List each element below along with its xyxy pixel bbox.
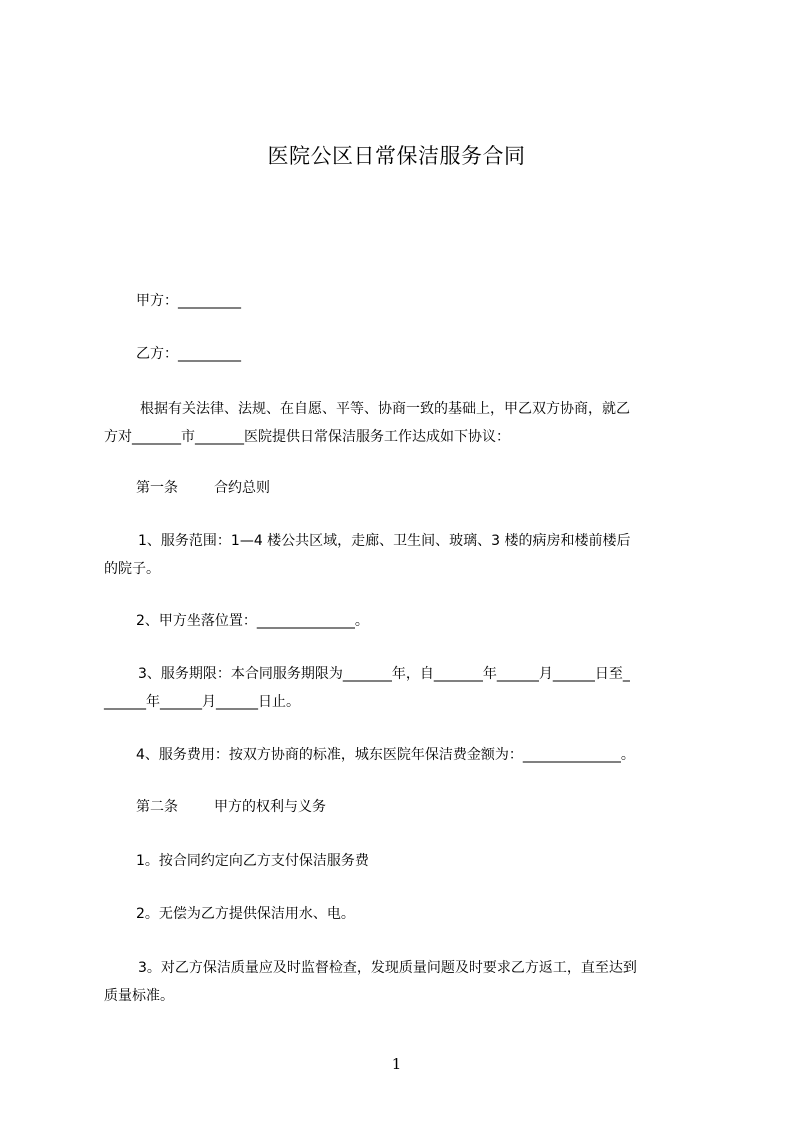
intro-line-1: 根据有关法律、法规、在自愿、平等、协商一致的基础上，甲乙双方协商，就乙 [140,401,630,417]
article-1-number: 第一条 [136,480,178,496]
intro-line-2: 方对_______市_______医院提供日常保洁服务工作达成如下协议： [104,429,510,445]
clause-1-2: 2、甲方坐落位置：______________。 [136,613,369,629]
clause-2-2: 2。无偿为乙方提供保洁用水、电。 [136,906,355,922]
page-number: 1 [391,1055,402,1073]
party-a-line: 甲方：_________ [136,293,241,309]
clause-2-3-line-1: 3。对乙方保洁质量应及时监督检查，发现质量问题及时要求乙方返工，直至达到 [138,960,637,976]
clause-1-3-line-1: 3、服务期限：本合同服务期限为_______年，自_______年______月______日至_ [138,666,630,682]
article-1-heading [136,474,736,502]
article-1-title: 合约总则 [214,480,270,496]
clause-2-1: 1。按合同约定向乙方支付保洁服务费 [136,853,369,869]
clause-1-1-line-1: 1、服务范围：1—4 楼公共区域，走廊、卫生间、玻璃、3 楼的病房和楼前楼后 [138,533,631,549]
article-2-number: 第二条 [136,799,178,815]
clause-2-3-line-2: 质量标准。 [104,988,174,1004]
clause-2-3 [104,954,704,1010]
clause-1-3 [104,660,704,716]
clause-1-1 [104,527,704,583]
party-b-line: 乙方：_________ [136,346,241,362]
page-title: 医院公区日常保洁服务合同 [267,144,526,168]
article-2-heading [136,793,736,821]
clause-1-1-line-2: 的院子。 [104,561,160,577]
article-2-title: 甲方的权利与义务 [214,799,326,815]
intro-paragraph [104,395,704,451]
clause-1-4: 4、服务费用：按双方协商的标准，城东医院年保洁费金额为：______________。 [136,747,635,763]
clause-1-3-line-2: ______年______月______日止。 [104,694,300,710]
